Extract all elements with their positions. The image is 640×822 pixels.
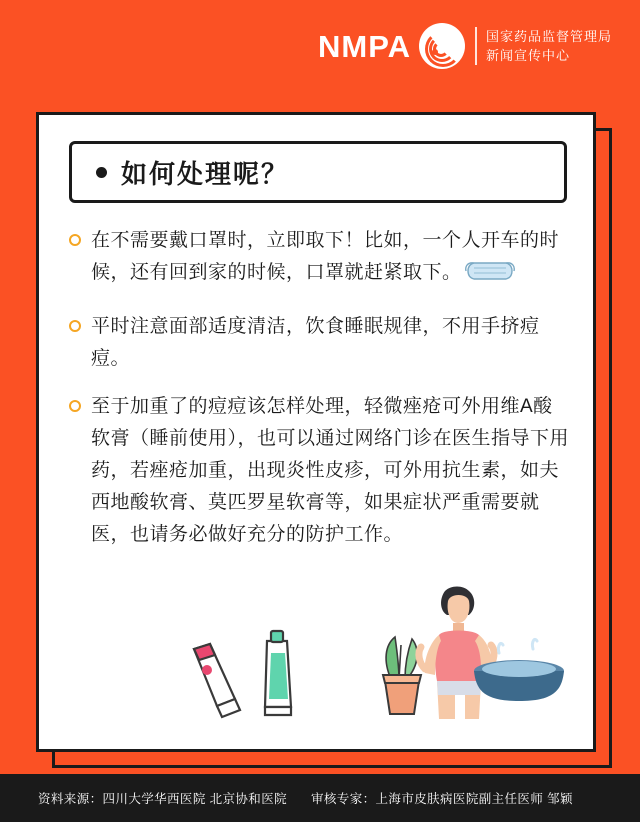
page-title: 如何处理呢？: [121, 158, 290, 189]
bullet-dot-icon: [96, 167, 107, 178]
org-name-line1: 国家药品监督管理局: [485, 29, 612, 44]
footer-reviewer-label: 审核专家：: [311, 792, 376, 806]
nmpa-logo: [318, 18, 612, 74]
bullet-ring-icon: [69, 234, 81, 246]
section-title: [69, 141, 567, 203]
ointment-tube-icon: [194, 644, 240, 717]
list-item: [69, 391, 569, 551]
list-item: [69, 311, 569, 375]
paragraph-1-text: 在不需要戴口罩时，立即取下！比如，一个人开车的时候，还有回到家的时候，口罩就赶紧取下。: [91, 225, 569, 295]
org-name: [475, 27, 612, 65]
footer: [0, 774, 640, 822]
paragraph-list: [69, 225, 569, 567]
list-item: [69, 225, 569, 295]
bullet-ring-icon: [69, 400, 81, 412]
potted-plant-icon: [383, 637, 421, 714]
toothpaste-tube-icon: [265, 631, 291, 715]
illustration: [39, 549, 599, 739]
org-name-line2: 新闻宣传中心: [485, 48, 570, 63]
woman-washing-face-icon: [419, 587, 494, 720]
footer-reviewer-value: 上海市皮肤病医院副主任医师 邹颖: [375, 792, 573, 806]
face-mask-icon: [464, 258, 516, 295]
signal-waves-icon: [419, 23, 465, 69]
bullet-ring-icon: [69, 320, 81, 332]
footer-source: [38, 789, 573, 807]
page-header: [0, 0, 640, 92]
paragraph-2-text: 平时注意面部适度清洁，饮食睡眠规律，不用手挤痘痘。: [91, 316, 540, 369]
footer-source-label: 资料来源：: [38, 792, 103, 806]
footer-source-value: 四川大学华西医院 北京协和医院: [102, 792, 287, 806]
paragraph-3-text: 至于加重了的痘痘该怎样处理，轻微痤疮可外用维A酸软膏（睡前使用），也可以通过网络门诊在医生指导下用药，若痤疮加重，出现炎性皮疹，可外用抗生素，如夫西地酸软膏、莫匹罗星软膏等，如果症状严重需要就医，也请务必做好充分的防护工作。: [91, 396, 570, 545]
content-card: [36, 112, 596, 752]
logo-wordmark: NMPA: [318, 28, 411, 64]
